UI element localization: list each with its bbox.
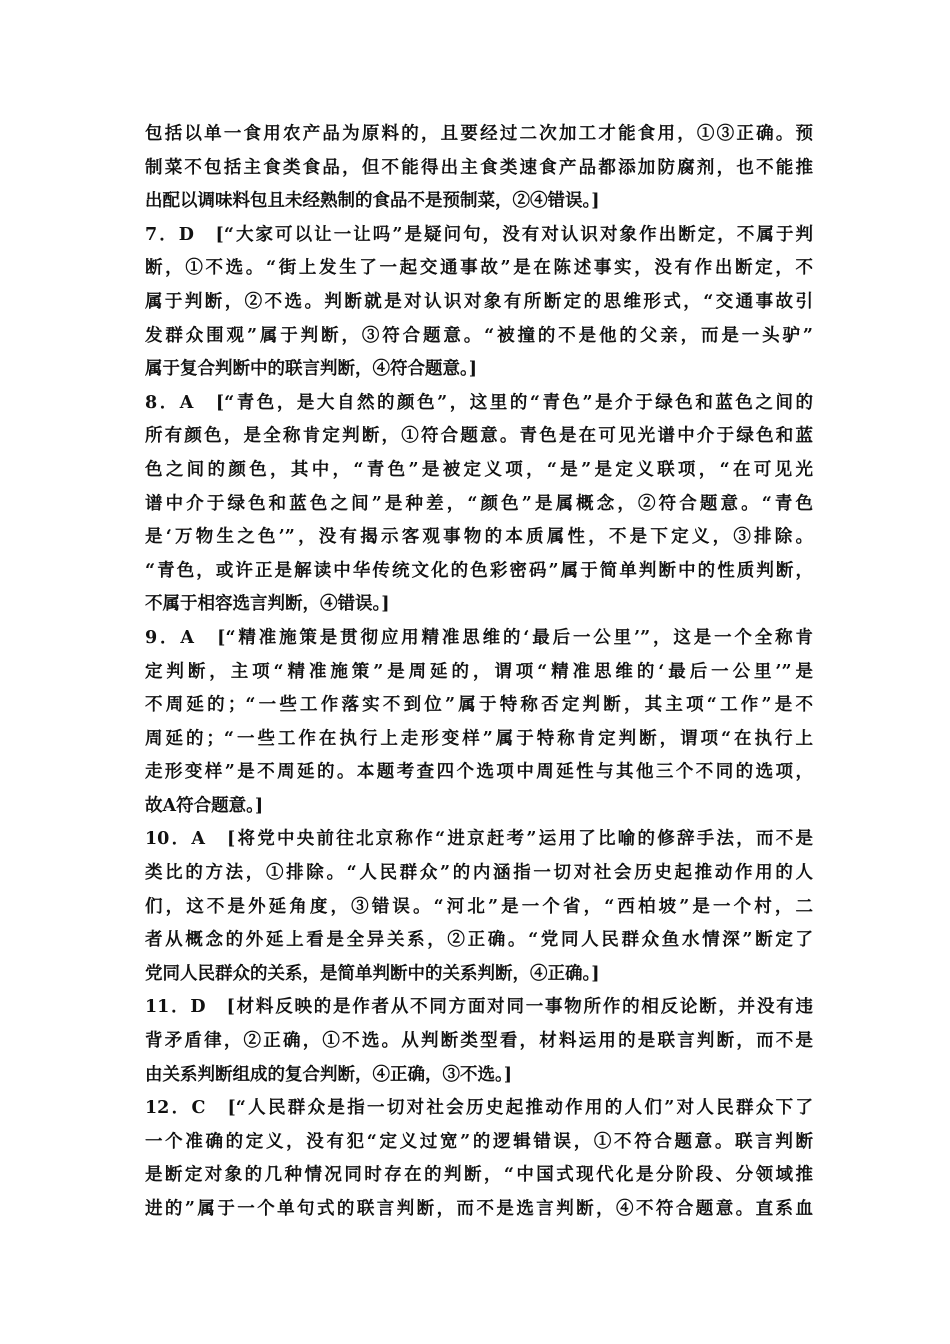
text-line: 走形变样”是不周延的。本题考查四个选项中周延性与其他三个不同的选项，	[145, 762, 813, 783]
text-line: 由关系判断组成的复合判断，④正确，③不选。]	[145, 1064, 513, 1085]
text-line: 者从概念的外延上看是全异关系，②正确。“党同人民群众鱼水情深”断定了	[145, 930, 813, 951]
text-line: 们，这不是外延角度，③错误。“河北”是一个省，“西柏坡”是一个村，二	[145, 896, 813, 917]
question-9-start: 9．A [“精准施策是贯彻应用精准思维的‘最后一公里’”，这是一个全称肯	[145, 627, 813, 648]
text-line: 一个准确的定义，没有犯“定义过宽”的逻辑错误，①不符合题意。联言判断	[145, 1131, 813, 1152]
question-8-start: 8．A [“青色，是大自然的颜色”，这里的“青色”是介于绿色和蓝色之间的	[145, 392, 813, 413]
text-line: 故A符合题意。]	[145, 795, 264, 816]
text-line: 不属于相容选言判断，④错误。]	[145, 594, 390, 615]
text-line: 属于复合判断中的联言判断，④符合题意。]	[145, 359, 478, 380]
answer-explanations	[145, 118, 813, 1227]
text-line: 周延的；“一些工作在执行上走形变样”属于特称肯定判断，谓项“在执行上	[145, 728, 813, 749]
question-11-start: 11．D [材料反映的是作者从不同方面对同一事物所作的相反论断，并没有违	[145, 997, 813, 1018]
question-12-start: 12．C [“人民群众是指一切对社会历史起推动作用的人们”对人民群众下了	[145, 1098, 813, 1119]
text-line: 发群众围观”属于判断，③符合题意。“被撞的不是他的父亲，而是一头驴”	[145, 325, 813, 346]
text-line: 类比的方法，①排除。“人民群众”的内涵指一切对社会历史起推动作用的人	[145, 863, 813, 884]
text-line: 制菜不包括主食类食品，但不能得出主食类速食产品都添加防腐剂，也不能推	[145, 157, 813, 178]
text-line: 不周延的；“一些工作落实不到位”属于特称否定判断，其主项“工作”是不	[145, 695, 813, 716]
text-line: 属于判断，②不选。判断就是对认识对象有所断定的思维形式，“交通事故引	[145, 291, 813, 312]
text-line: 进的”属于一个单句式的联言判断，而不是选言判断，④不符合题意。直系血	[145, 1199, 813, 1219]
question-7-start: 7．D [“大家可以让一让吗”是疑问句，没有对认识对象作出断定，不属于判	[145, 224, 813, 245]
text-line: 党同人民群众的关系，是简单判断中的关系判断，④正确。]	[145, 963, 600, 984]
text-line: 断，①不选。“街上发生了一起交通事故”是在陈述事实，没有作出断定，不	[145, 258, 813, 279]
text-line: “青色，或许正是解读中华传统文化的色彩密码”属于简单判断中的性质判断，	[145, 560, 813, 581]
text-line: 包括以单一食用农产品为原料的，且要经过二次加工才能食用，①③正确。预	[145, 124, 813, 144]
text-line: 出配以调味料包且未经熟制的食品不是预制菜，②④错误。]	[145, 191, 600, 212]
text-line: 色之间的颜色，其中，“青色”是被定义项，“是”是定义联项，“在可见光	[145, 459, 813, 480]
text-line: 谱中介于绿色和蓝色之间”是种差，“颜色”是属概念，②符合题意。“青色	[145, 493, 813, 514]
text-line: 定判断，主项“精准施策”是周延的，谓项“精准思维的‘最后一公里’”是	[145, 661, 813, 682]
text-line: 是‘万物生之色’”，没有揭示客观事物的本质属性，不是下定义，③排除。	[145, 527, 813, 548]
text-line: 所有颜色，是全称肯定判断，①符合题意。青色是在可见光谱中介于绿色和蓝	[145, 426, 813, 447]
text-line: 背矛盾律，②正确，①不选。从判断类型看，材料运用的是联言判断，而不是	[145, 1031, 813, 1052]
question-10-start: 10．A [将党中央前往北京称作“进京赶考”运用了比喻的修辞手法，而不是	[145, 829, 813, 850]
text-line: 是断定对象的几种情况同时存在的判断，“中国式现代化是分阶段、分领域推	[145, 1165, 813, 1186]
